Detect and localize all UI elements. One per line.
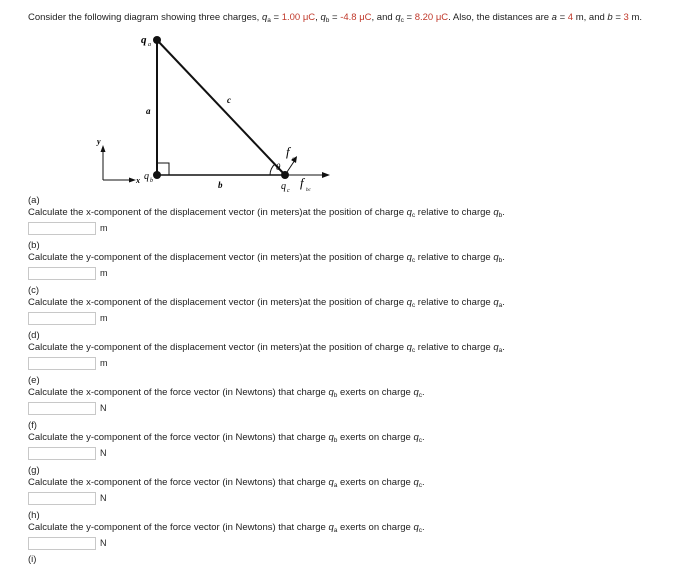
question-text: Calculate the x-component of the displacement vector (in meters)at the position of charge $q_c$ relative to charge $q_b$. — [28, 207, 505, 219]
label-c: c — [227, 95, 231, 105]
equals: = — [270, 12, 282, 23]
unit-label: m — [100, 268, 108, 278]
label-qb-sub: b — [150, 178, 153, 184]
equals: = — [403, 12, 415, 23]
a-symbol: a — [551, 12, 557, 23]
intro-text: Consider the following diagram showing three charges, — [28, 12, 262, 23]
qc-value: 8.20 μC — [414, 12, 449, 23]
question-text: Calculate the y-component of the force vector (in Newtons) that charge $q_b$ exerts on charge $q_c$. — [28, 432, 425, 444]
question-label: (g) — [28, 465, 40, 476]
b-value: 3 — [623, 12, 629, 23]
answer-input[interactable] — [28, 357, 96, 370]
answer-input[interactable] — [28, 537, 96, 550]
intro-text: m. — [628, 12, 643, 23]
charge-qb-dot — [153, 171, 161, 179]
label-qb: q — [144, 171, 149, 182]
separator: , and — [371, 12, 396, 23]
question-c — [28, 285, 505, 326]
side-c-line — [157, 40, 285, 175]
equals: = — [556, 12, 568, 23]
charge-qa-dot — [153, 36, 161, 44]
question-label: (d) — [28, 330, 40, 341]
label-fac-sub: ac — [292, 157, 297, 162]
qa-symbol: q — [261, 12, 268, 23]
question-label: (f) — [28, 420, 37, 431]
question-h — [28, 510, 425, 551]
unit-label: m — [100, 358, 108, 368]
qb-subscript: b — [325, 17, 330, 24]
question-label: (e) — [28, 375, 40, 386]
question-text: Calculate the x-component of the displacement vector (in meters)at the position of charge $q_c$ relative to charge $q_a$. — [28, 297, 505, 309]
question-text: Calculate the y-component of the displacement vector (in meters)at the position of charge $q_c$ relative to charge $q_a$. — [28, 342, 505, 354]
label-fac: f — [286, 144, 290, 159]
a-value: 4 — [567, 12, 574, 23]
question-text: Calculate the x-component of the force vector (in Newtons) that charge $q_a$ exerts on charge $q_c$. — [28, 477, 425, 489]
label-qc-sub: c — [287, 188, 290, 194]
label-qa-sub: a — [148, 42, 151, 48]
question-g — [28, 465, 425, 506]
unit-label: N — [100, 493, 107, 503]
label-qa: q — [141, 34, 147, 46]
answer-input[interactable] — [28, 267, 96, 280]
answer-input[interactable] — [28, 492, 96, 505]
label-x: x — [136, 176, 140, 185]
y-axis-arrow — [101, 145, 106, 152]
label-y: y — [97, 137, 101, 146]
x-axis-arrow — [129, 178, 136, 183]
charge-diagram — [0, 0, 700, 200]
question-text: Calculate the y-component of the force vector (in Newtons) that charge $q_a$ exerts on charge $q_c$. — [28, 522, 425, 534]
question-e — [28, 375, 425, 416]
qc-symbol: q — [395, 12, 401, 23]
qb-value: -4.8 μC — [340, 12, 372, 23]
charge-qc-dot — [281, 171, 289, 179]
unit-label: N — [100, 448, 107, 458]
question-f — [28, 420, 425, 461]
separator: , — [315, 12, 321, 23]
question-text: Calculate the y-component of the displacement vector (in meters)at the position of charge $q_c$ relative to charge $q_b$. — [28, 252, 505, 264]
unit-label: m — [100, 313, 108, 323]
theta-arc — [270, 164, 275, 175]
question-label: (i) — [28, 554, 37, 565]
label-b: b — [218, 180, 223, 190]
question-a — [28, 195, 505, 236]
b-symbol: b — [607, 12, 613, 23]
equals: = — [329, 12, 341, 23]
qb-symbol: q — [320, 12, 326, 23]
qa-value: 1.00 μC — [281, 12, 316, 23]
unit-label: m — [100, 223, 108, 233]
label-fbc-sub: bc — [306, 188, 311, 193]
question-label: (c) — [28, 285, 40, 296]
unit-label: N — [100, 403, 107, 413]
qa-subscript: a — [267, 17, 271, 24]
question-label: (h) — [28, 510, 40, 521]
question-i — [28, 554, 36, 566]
question-label: (b) — [28, 240, 40, 251]
label-fbc: f — [300, 175, 304, 190]
label-theta: θ — [276, 162, 281, 172]
question-d — [28, 330, 505, 371]
intro-text: . Also, the distances are — [448, 12, 552, 23]
label-qc: q — [281, 181, 286, 192]
answer-input[interactable] — [28, 447, 96, 460]
qc-subscript: c — [400, 17, 404, 24]
intro-text: m, and — [573, 12, 608, 23]
answer-input[interactable] — [28, 222, 96, 235]
label-a: a — [146, 106, 151, 116]
answer-input[interactable] — [28, 312, 96, 325]
question-b — [28, 240, 505, 281]
equals: = — [612, 12, 624, 23]
question-text: Calculate the x-component of the force vector (in Newtons) that charge $q_b$ exerts on charge $q_c$. — [28, 387, 425, 399]
answer-input[interactable] — [28, 402, 96, 415]
force-bc-arrow — [322, 172, 330, 178]
unit-label: N — [100, 538, 107, 548]
question-label: (a) — [28, 195, 40, 206]
